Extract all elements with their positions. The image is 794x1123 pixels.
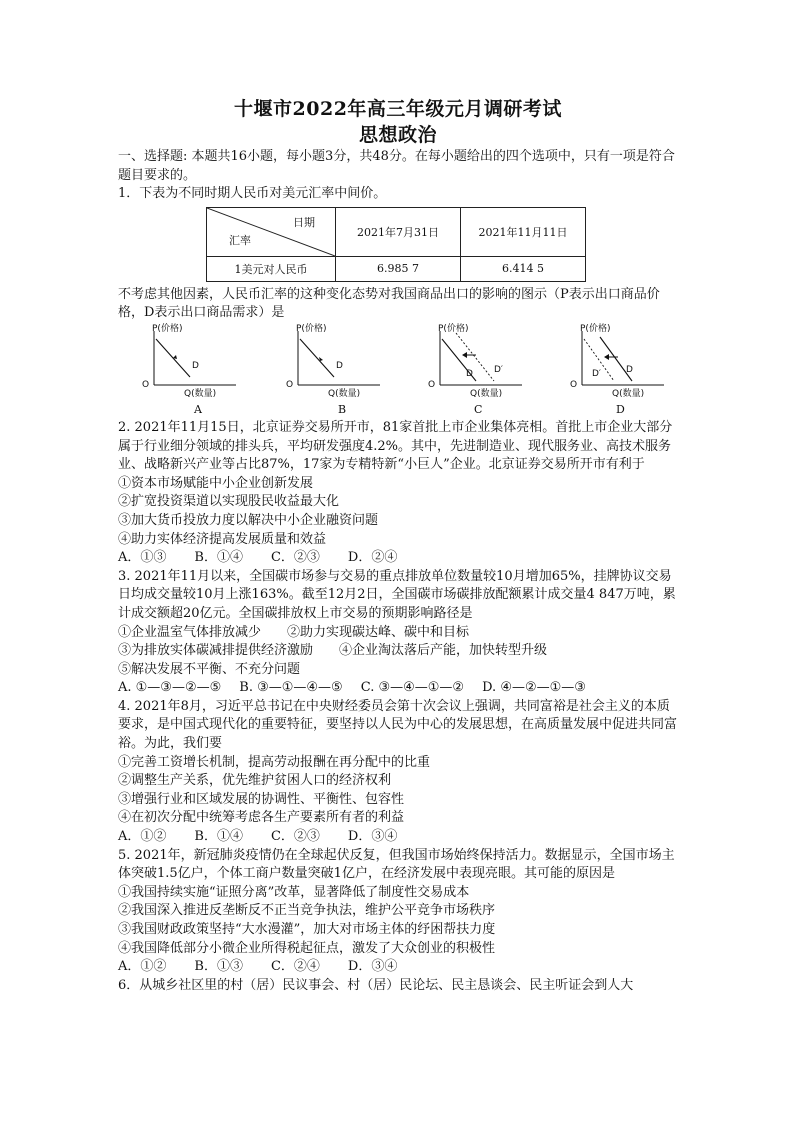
q3-option-b: B. ③—①—④—⑤: [239, 680, 343, 696]
q5-options: [118, 958, 678, 977]
q4-option-c: C．②③: [270, 829, 320, 845]
q2-item: ③加大货币投放力度以解决中小企业融资问题: [118, 512, 379, 528]
graph-d-origin: O: [570, 379, 578, 390]
q4-options: [118, 828, 678, 847]
graph-b-p-label: P(价格): [296, 323, 327, 334]
q4-item: ④在初次分配中统筹考虑各生产要素所有者的利益: [118, 810, 405, 826]
q3-options: [118, 679, 678, 698]
q5-option-a: A．①②: [118, 959, 167, 975]
q3-stem: 3. 2021年11月以来，全国碳市场参与交易的重点排放单位数量较10月增加65%，挂牌协议交易日均成交量较10月上涨163%。截至12月2日，全国碳市场碳排放配额累计成交量4 847万吨，累计成交额超20亿元。全国碳排放权上市交易的预期影响路径是: [118, 568, 676, 621]
q3-item: ⑤解决发展不平衡、不充分问题: [118, 661, 301, 677]
q4-stem: 4. 2021年8月，习近平总书记在中央财经委员会第十次会议上强调，共同富裕是社会主义的本质要求，是中国式现代化的重要特征，要坚持以人民为中心的发展思想，在高质量发展中促进共同富裕。为此，我们要: [118, 698, 678, 752]
q2-option-c: C．②③: [270, 550, 320, 566]
q5-item: ③我国财政政策坚持“大水漫灌”，加大对市场主体的纾困帮扶力度: [118, 922, 496, 937]
q4-option-a: A．①②: [118, 829, 167, 845]
graph-a-q-label: Q(数量): [184, 388, 217, 399]
diagonal-line: [207, 208, 335, 256]
graph-a: [140, 325, 250, 419]
q3-items-row: [118, 642, 678, 661]
row-label: 1美元对人民币: [207, 256, 336, 281]
q2-item: ④助力实体经济提高发展质量和效益: [118, 531, 327, 547]
exam-page: [118, 96, 678, 995]
q4-option-b: B．①④: [194, 829, 243, 845]
graph-d: [568, 325, 678, 419]
q4-item: ①完善工资增长机制，提高劳动报酬在再分配中的比重: [118, 754, 431, 770]
table-header-diagonal: [207, 207, 336, 256]
q1-graph-options: [118, 325, 678, 419]
graph-b-d-label: D: [336, 360, 343, 371]
rate-value-2: 6.414 5: [461, 256, 586, 281]
q4-item: ③增强行业和区域发展的协调性、平衡性、包容性: [118, 791, 405, 807]
q2-options: [118, 549, 678, 568]
q2-option-b: B．①④: [194, 550, 243, 566]
q2-option-a: A．①③: [118, 550, 167, 566]
graph-a-option: A: [194, 402, 202, 416]
q2-stem: 2. 2021年11月15日，北京证券交易所开市，81家首批上市企业集体亮相。首批上市企业大部分属于行业细分领域的排头兵，平均研发强度4.2%。其中，先进制造业、现代服务业、高技术服务业、战略新兴产业等占比87%，17家为专精特新“小巨人”企业。北京证券交易所开市有利于: [118, 419, 673, 473]
graph-d-dprime-label: D′: [592, 368, 601, 379]
header-rate-label: 汇率: [229, 233, 251, 247]
header-date-2: 2021年11月11日: [461, 207, 586, 256]
graph-c-p-label: P(价格): [438, 323, 469, 334]
q3-item: ④企业淘汰落后产能，加快转型升级: [339, 643, 548, 659]
q2-item: ①资本市场赋能中小企业创新发展: [118, 475, 314, 491]
graph-d-d-label: D: [626, 364, 633, 375]
section-instructions: 一、选择题: 本题共16小题，每小题3分，共48分。在每小题给出的四个选项中，只有一项是符合题目要求的。: [118, 149, 675, 183]
q3-option-c: C. ③—④—①—②: [360, 680, 465, 696]
graph-c-option: C: [474, 402, 483, 416]
q2-item: ②扩宽投资渠道以实现股民收益最大化: [118, 494, 340, 510]
q4-option-d: D．③④: [347, 829, 398, 845]
graph-b-option: B: [338, 402, 347, 416]
q2-option-d: D．②④: [347, 550, 398, 566]
exam-subject: 思想政治: [358, 124, 437, 146]
q3-items-row: [118, 624, 678, 643]
q1-stem: 1．下表为不同时期人民币对美元汇率中间价。: [118, 186, 387, 202]
q5-option-d: D．③④: [347, 959, 398, 975]
graph-c-dprime-label: D′: [494, 364, 503, 375]
graph-b-origin: O: [286, 379, 294, 390]
q5-stem: 5. 2021年，新冠肺炎疫情仍在全球起伏反复，但我国市场始终保持活力。数据显示，全国市场主体突破1.5亿户，个体工商户数量突破1亿户，在经济发展中表现亮眼。其可能的原因是: [118, 847, 675, 882]
q3-item: ②助力实现碳达峰、碳中和目标: [287, 624, 470, 640]
header-date-1: 2021年7月31日: [336, 207, 461, 256]
q5-item: ④我国降低部分小微企业所得税起征点，激发了大众创业的积极性: [118, 940, 496, 956]
exchange-rate-table: [206, 207, 586, 282]
q3-item: ①企业温室气体排放减少: [118, 624, 262, 640]
q4-item: ②调整生产关系，优先维护贫困人口的经济权利: [118, 773, 392, 789]
q6-stem: 6．从城乡社区里的村（居）民议事会、村（居）民论坛、民主恳谈会、民主听证会到人大: [118, 977, 634, 993]
header-date-label: 日期: [293, 215, 315, 229]
graph-c: [426, 325, 536, 419]
q1-question: 不考虑其他因素，人民币汇率的这种变化态势对我国商品出口的影响的图示（P表示出口商品价格，D表示出口商品需求）是: [118, 286, 660, 321]
graph-c-origin: O: [428, 379, 436, 390]
q5-item: ①我国持续实施“证照分离”改革，显著降低了制度性交易成本: [118, 884, 470, 900]
q3-item: ③为排放实体碳减排提供经济激励: [118, 643, 314, 659]
q5-option-c: C．②④: [270, 959, 320, 975]
q5-item: ②我国深入推进反垄断反不正当竞争执法，维护公平竞争市场秩序: [118, 903, 496, 919]
graph-a-d-label: D: [192, 360, 199, 371]
graph-b-q-label: Q(数量): [328, 388, 361, 399]
q5-option-b: B．①③: [194, 959, 243, 975]
graph-d-q-label: Q(数量): [612, 388, 645, 399]
graph-d-option: D: [616, 402, 625, 416]
q3-option-d: D. ④—②—①—③: [482, 680, 586, 696]
graph-d-p-label: P(价格): [580, 323, 611, 334]
q3-option-a: A. ①—③—②—⑤: [118, 680, 222, 696]
exam-title: 十堰市2022年高三年级元月调研考试: [234, 98, 562, 120]
graph-c-d-label: D: [466, 368, 473, 379]
graph-a-origin: O: [142, 379, 150, 390]
rate-value-1: 6.985 7: [336, 256, 461, 281]
graph-a-p-label: P(价格): [152, 323, 183, 334]
graph-b: [284, 325, 394, 419]
graph-c-q-label: Q(数量): [470, 388, 503, 399]
